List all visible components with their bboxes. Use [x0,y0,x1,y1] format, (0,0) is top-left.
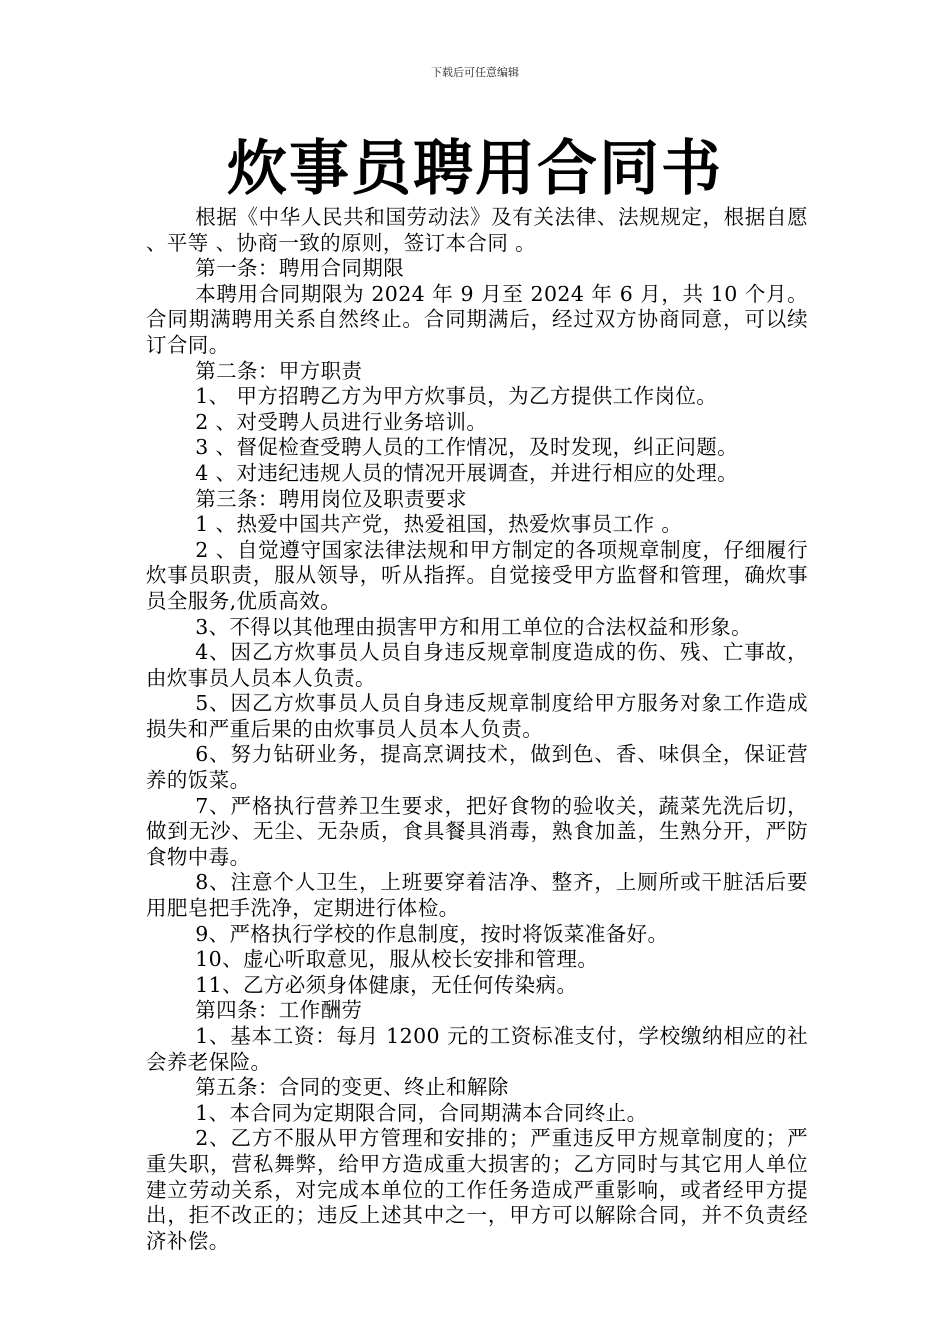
article-3-heading: 第三条：聘用岗位及职责要求 [195,486,467,511]
document-title: 炊事员聘用合同书 [227,134,723,204]
article-4-heading: 第四条：工作酬劳 [195,998,363,1023]
article-3-item: 10、虚心听取意见，服从校长安排和管理。 [195,947,599,972]
document-body [146,205,808,1254]
article-5-heading: 第五条：合同的变更、终止和解除 [195,1075,509,1100]
article-2-item: 3 、督促检查受聘人员的工作情况，及时发现，纠正问题。 [195,435,739,460]
article-3-item: 7、严格执行营养卫生要求，把好食物的验收关，蔬菜先洗后切，做到无沙、无尘、无杂质，食具餐具消毒，熟食加盖，生熟分开，严防食物中毒。 [146,793,808,869]
article-3-item: 5、因乙方炊事员人员自身违反规章制度给甲方服务对象工作造成损失和严重后果的由炊事员人员本人负责。 [146,691,808,741]
article-3-item: 6、努力钻研业务，提高烹调技术，做到色、香、味俱全，保证营养的饭菜。 [146,742,808,793]
article-2-heading: 第二条：甲方职责 [195,358,363,383]
header-note: 下载后可任意编辑 [431,66,519,79]
article-5-item: 2、乙方不服从甲方管理和安排的；严重违反甲方规章制度的；严重失职，营私舞弊，给甲方造成重大损害的；乙方同时与其它用人单位建立劳动关系，对完成本单位的工作任务造成严重影响，或者经甲方提出，拒不改正的；违反上述其中之一，甲方可以解除合同，并不负责经济补偿。 [146,1126,808,1253]
article-4-item: 1、基本工资：每月 1200 元的工资标准支付，学校缴纳相应的社会养老保险。 [146,1024,808,1074]
article-3-item: 11、乙方必须身体健康，无任何传染病。 [195,972,578,997]
article-5-item: 1、本合同为定期限合同，合同期满本合同终止。 [195,1100,648,1125]
article-3-item: 4、因乙方炊事员人员自身违反规章制度造成的伤、残、亡事故，由炊事员人员本人负责。 [146,640,808,690]
article-2-item: 2 、对受聘人员进行业务培训。 [195,409,488,434]
article-3-item: 9、严格执行学校的作息制度，按时将饭菜准备好。 [195,921,669,946]
article-3-item: 8、注意个人卫生，上班要穿着洁净、整齐，上厕所或干脏活后要用肥皂把手洗净，定期进行体检。 [146,870,808,921]
article-1-text: 本聘用合同期限为 2024 年 9 月至 2024 年 6 月，共 10 个月。合同期满聘用关系自然终止。合同期满后，经过双方协商同意，可以续订合同。 [146,281,808,357]
article-1-heading: 第一条：聘用合同期限 [195,256,405,281]
article-2-item: 1、 甲方招聘乙方为甲方炊事员，为乙方提供工作岗位。 [195,384,718,409]
article-3-item: 3、不得以其他理由损害甲方和用工单位的合法权益和形象。 [195,614,753,639]
article-3-item: 2 、自觉遵守国家法律法规和甲方制定的各项规章制度，仔细履行炊事员职责，服从领导，听从指挥。自觉接受甲方监督和管理，确炊事员全服务,优质高效。 [146,537,808,613]
intro-paragraph: 根据《中华人民共和国劳动法》及有关法律、法规规定，根据自愿 、平等 、协商一致的原则，签订本合同 。 [146,205,808,255]
article-2-item: 4 、对违纪违规人员的情况开展调查，并进行相应的处理。 [195,460,739,485]
article-3-item: 1 、热爱中国共产党，热爱祖国，热爱炊事员工作 。 [195,512,683,537]
